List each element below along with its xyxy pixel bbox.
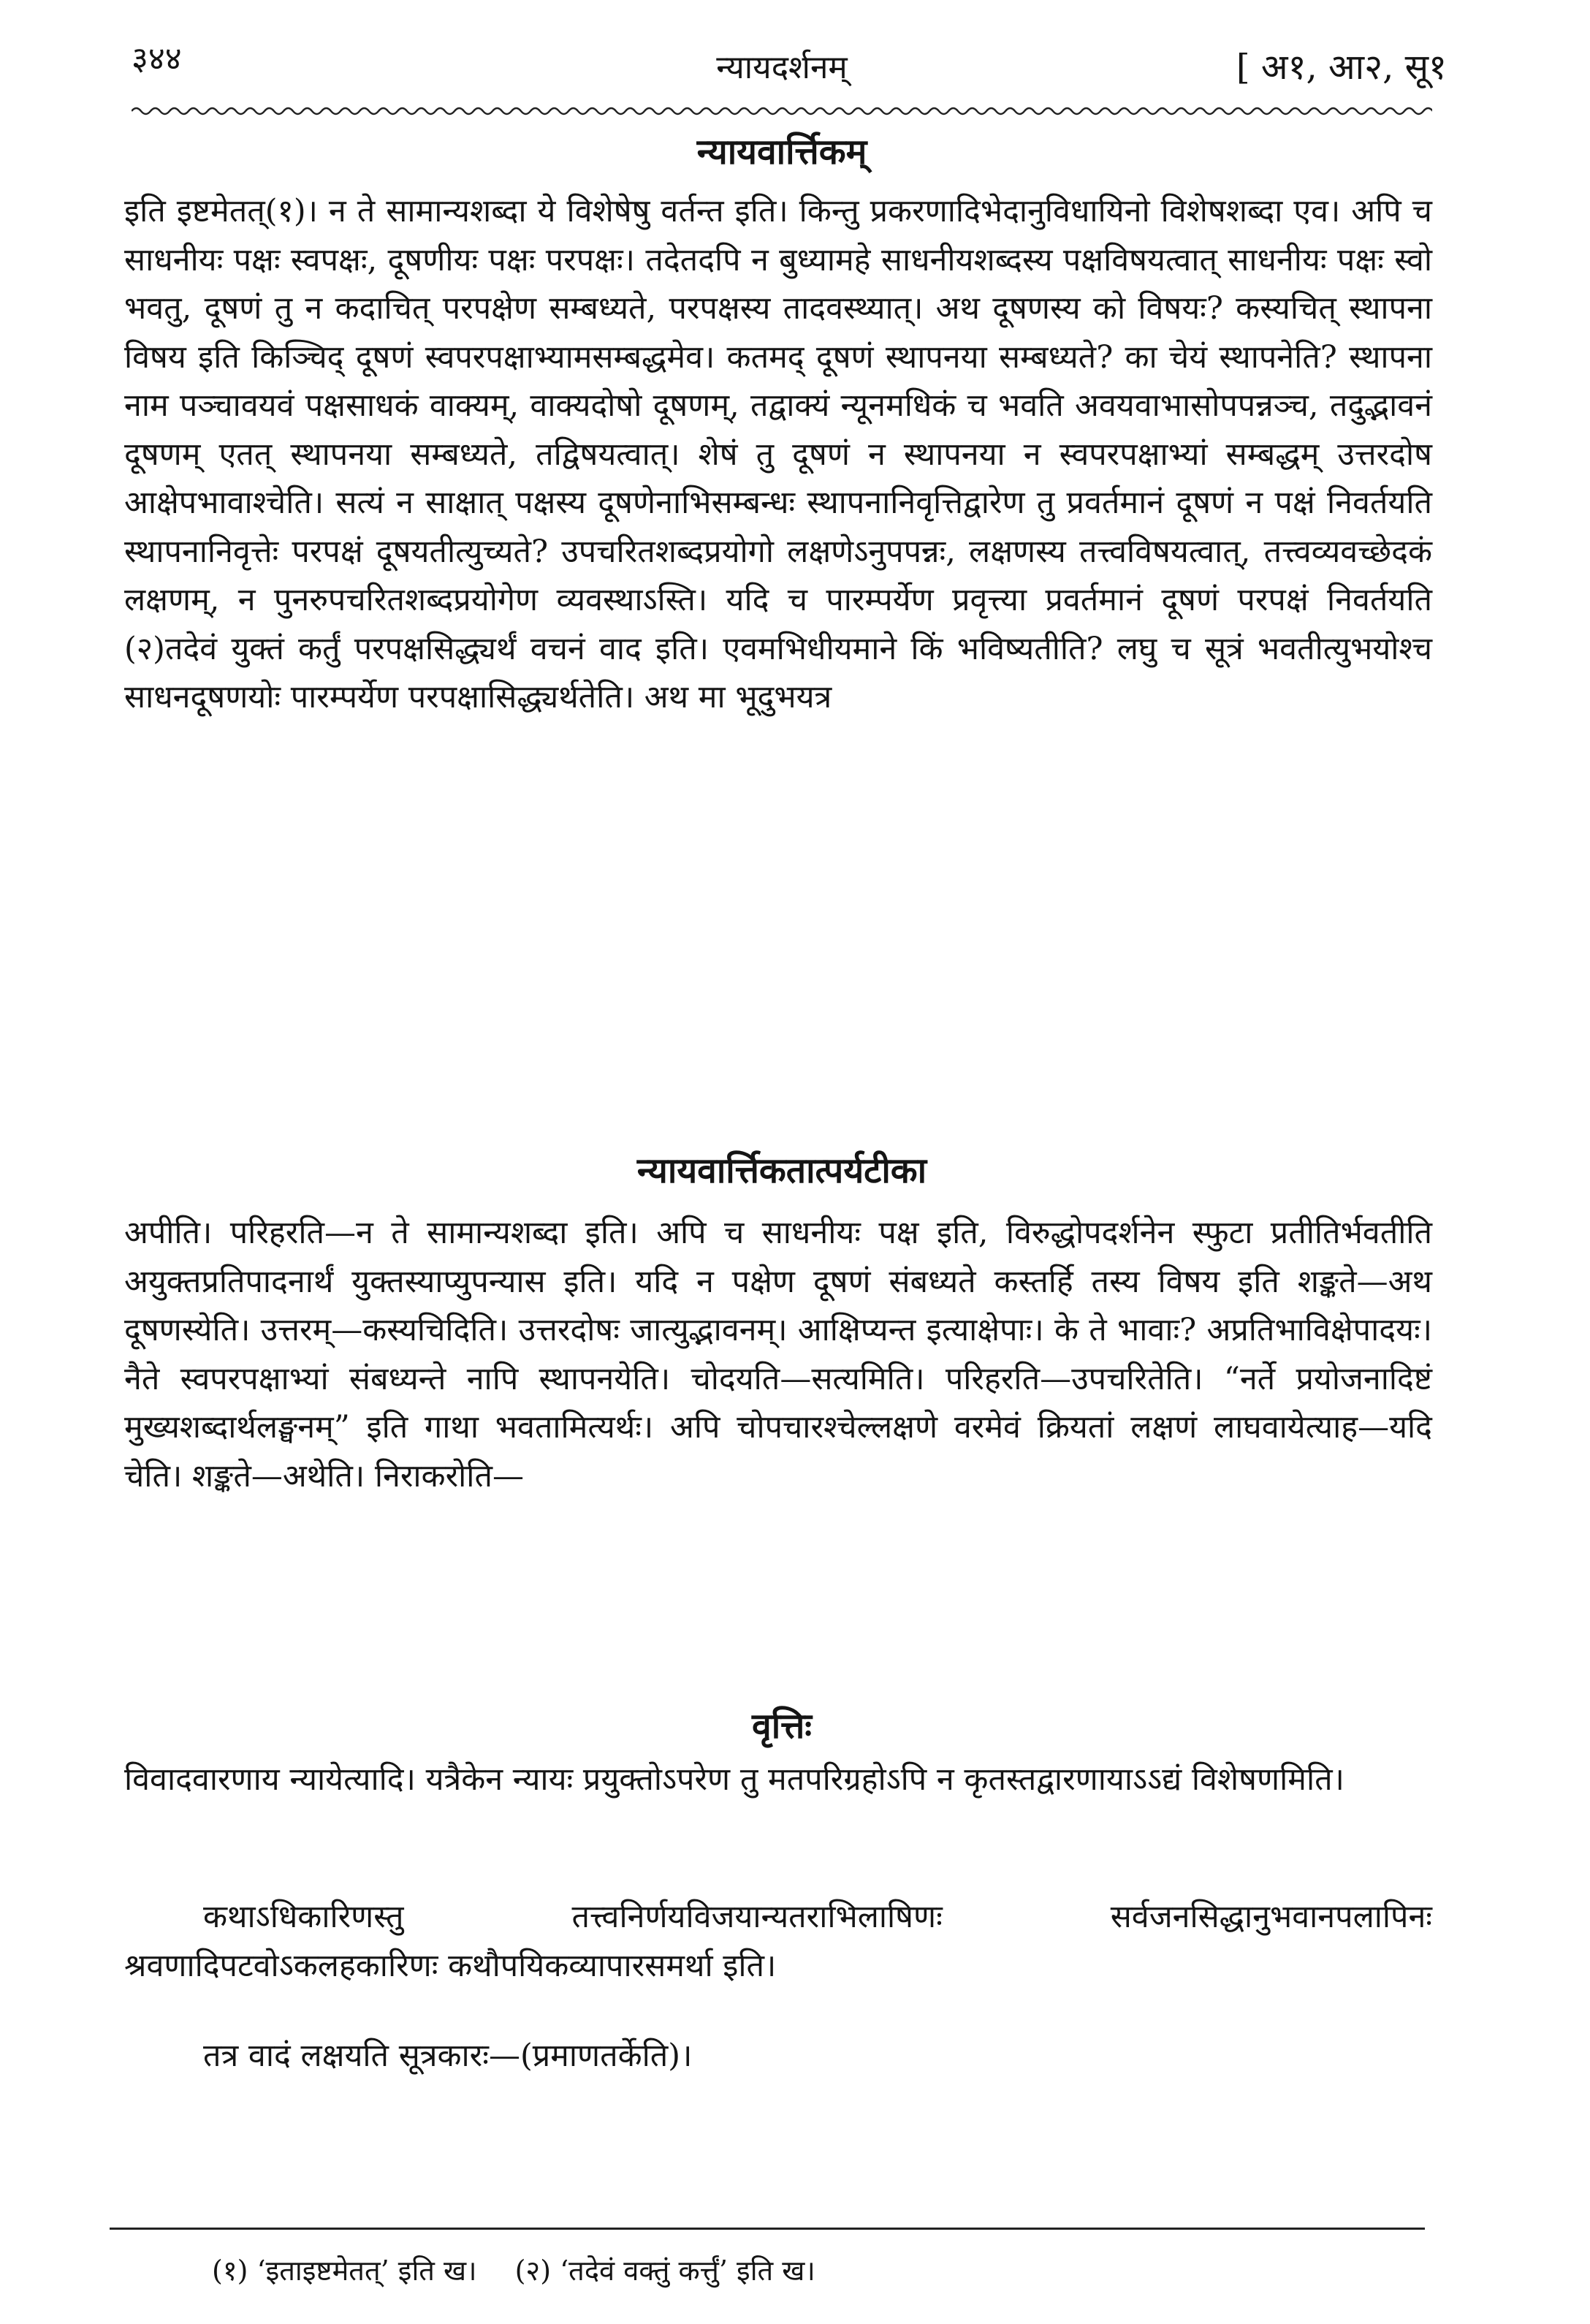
page-number: ३४४: [132, 40, 182, 77]
footnote-separator: [110, 2228, 1425, 2230]
footnotes: [212, 2251, 815, 2289]
header-wavy-rule: [132, 102, 1432, 120]
section-title-vritti: वृत्तिः: [752, 1706, 812, 1747]
page-header: [117, 35, 1447, 101]
running-title: न्यायदर्शनम्: [716, 49, 848, 86]
tika-text: अपीति। परिहरति—न ते सामान्यशब्दा इति। अपि च साधनीयः पक्ष इति, विरुद्धोपदर्शनेन स्फुटा प्रतीतिर्भवतीति अयुक्तप्रतिपादनार्थं युक्तस्याप्युपन्यास इति। यदि न पक्षेण दूषणं संबध्यते कस्तर्हि तस्य विषय इति शङ्कते—अथ दूषणस्येति। उत्तरम्—कस्यचिदिति। उत्तरदोषः जात्युद्भावनम्। आक्षिप्यन्त इत्याक्षेपाः। के ते भावाः? अप्रतिभाविक्षेपादयः। नैते स्वपरपक्षाभ्यां संबध्यन्ते नापि स्थापनयेति। चोदयति—सत्यमिति। परिहरति—उपचरितेति। “नर्ते प्रयोजनादिष्टं मुख्यशब्दार्थलङ्घनम्” इति गाथा भवतामित्यर्थः। अपि चोपचारश्चेल्लक्षणे वरमेवं क्रियतां लक्षणं लाघवायेत्याह—यदि चेति। शङ्कते—अथेति। निराकरोति—: [124, 1215, 1432, 1495]
section-title-vartika: न्यायवार्त्तिकम्: [696, 132, 867, 172]
vritti-paragraph-2: कथाऽधिकारिणस्तु तत्त्वनिर्णयविजयान्यतराभिलाषिणः सर्वजनसिद्धानुभवानपलापिनः श्रवणादिपटवोऽकलहकारिणः कथौपयिकव्यापारसमर्था इति।: [124, 1899, 1432, 1984]
footnote-1: (१) ‘इताइष्टमेतत्’ इति ख।: [212, 2255, 477, 2287]
section-title-tika: न्यायवार्त्तिकतात्पर्यटीका: [636, 1150, 927, 1191]
vartika-text: इति इष्टमेतत्(१)। न ते सामान्यशब्दा ये विशेषेषु वर्तन्त इति। किन्तु प्रकरणादिभेदानुविधायिनो विशेषशब्दा एव। अपि च साधनीयः पक्षः स्वपक्षः, दूषणीयः पक्षः परपक्षः। तदेतदपि न बुध्यामहे साधनीयशब्दस्य पक्षविषयत्वात् साधनीयः पक्षः स्वो भवतु, दूषणं तु न कदाचित् परपक्षेण सम्बध्यते, परपक्षस्य तादवस्थ्यात्। अथ दूषणस्य को विषयः? कस्यचित् स्थापना विषय इति किञ्चिद् दूषणं स्वपरपक्षाभ्यामसम्बद्धमेव। कतमद् दूषणं स्थापनया सम्बध्यते? का चेयं स्थापनेति? स्थापना नाम पञ्चावयवं पक्षसाधकं वाक्यम्, वाक्यदोषो दूषणम्, तद्वाक्यं न्यूनमधिकं च भवति अवयवाभासोपपन्नञ्च, तदुद्भावनं दूषणम् एतत् स्थापनया सम्बध्यते, तद्विषयत्वात्। शेषं तु दूषणं न स्थापनया न स्वपरपक्षाभ्यां सम्बद्धम् उत्तरदोष आक्षेपभावाश्चेति। सत्यं न साक्षात् पक्षस्य दूषणेनाभिसम्बन्धः स्थापनानिवृत्तिद्वारेण तु प्रवर्तमानं दूषणं न पक्षं निवर्तयति स्थापनानिवृत्तेः परपक्षं दूषयतीत्युच्यते? उपचरितशब्दप्रयोगो लक्षणेऽनुपपन्नः, लक्षणस्य तत्त्वविषयत्वात्, तत्त्वव्यवच्छेदकं लक्षणम्, न पुनरुपचरितशब्दप्रयोगेण व्यवस्थाऽस्ति। यदि च पारम्पर्येण प्रवृत्त्या प्रवर्तमानं दूषणं परपक्षं निवर्तयति (२)तदेवं युक्तं कर्तुं परपक्षसिद्ध्यर्थं वचनं वाद इति। एवमभिधीयमाने किं भविष्यतीति? लघु च सूत्रं भवतीत्युभयोश्च साधनदूषणयोः पारम्पर्येण परपक्षासिद्ध्यर्थतेति। अथ मा भूदुभयत्र: [124, 193, 1432, 715]
chapter-reference: [ अ१, आ२, सू१: [1236, 47, 1447, 88]
footnote-2: (२) ‘तदेवं वक्तुं कर्त्तुं’ इति ख।: [514, 2255, 815, 2287]
vritti-paragraph-3: तत्र वादं लक्षयति सूत्रकारः—(प्रमाणतर्केति)।: [203, 2038, 693, 2074]
vritti-paragraph-1: विवादवारणाय न्यायेत्यादि। यत्रैकेन न्यायः प्रयुक्तोऽपरेण तु मतपरिग्रहोऽपि न कृतस्तद्वारणायाऽऽद्यं विशेषणमिति।: [124, 1761, 1344, 1798]
